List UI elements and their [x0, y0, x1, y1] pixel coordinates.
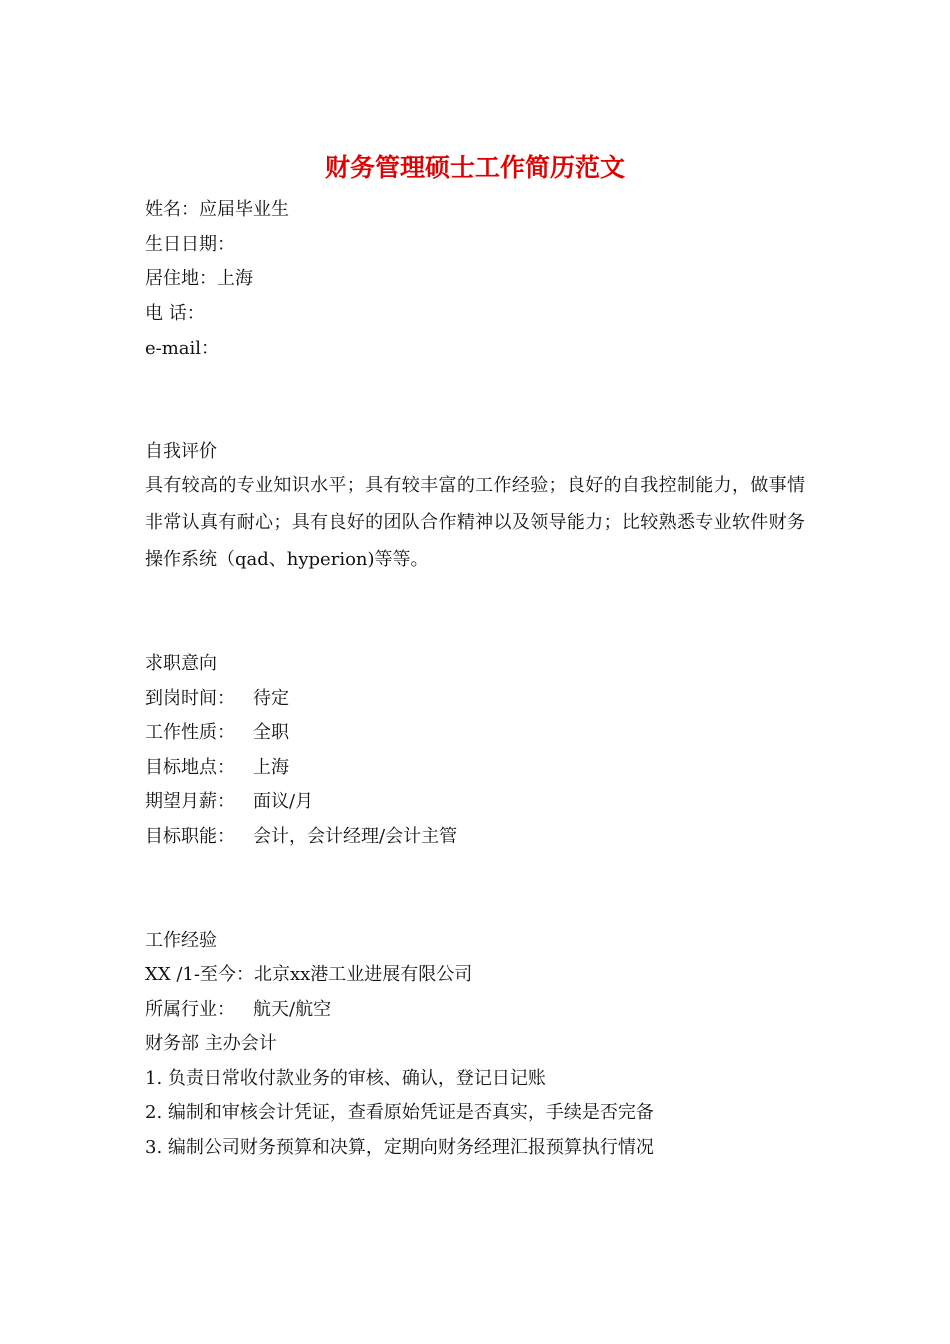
document-title: 财务管理硕士工作简历范文 — [324, 153, 625, 182]
row-value: 面议/月 — [253, 791, 314, 812]
birthday-line: 生日日期： — [145, 234, 235, 255]
row-value: 待定 — [253, 688, 289, 709]
job-intention-row — [145, 755, 289, 781]
email-line: e-mail： — [145, 338, 220, 359]
self-evaluation-text: 具有较高的专业知识水平；具有较丰富的工作经验；良好的自我控制能力，做事情非常认真有耐心；具有良好的团队合作精神以及领导能力；比较熟悉专业软件财务操作系统（qad、hyperion)等等。 — [145, 475, 805, 570]
duty-item: 2. 编制和审核会计凭证，查看原始凭证是否真实，手续是否完备 — [145, 1102, 654, 1123]
duty-item: 1. 负责日常收付款业务的审核、确认，登记日记账 — [145, 1068, 546, 1089]
row-value: 上海 — [253, 757, 289, 778]
job-intention-row — [145, 686, 289, 712]
job-intention-row — [145, 720, 289, 746]
row-label: 目标职能： — [145, 826, 235, 847]
name-line: 姓名：应届毕业生 — [145, 199, 289, 220]
duty-item: 3. 编制公司财务预算和决算，定期向财务经理汇报预算执行情况 — [145, 1137, 654, 1158]
row-value: 会计，会计经理/会计主管 — [253, 826, 458, 847]
row-label: 到岗时间： — [145, 688, 235, 709]
row-value: 全职 — [253, 722, 289, 743]
job-intention-row — [145, 789, 313, 815]
row-label: 目标地点： — [145, 757, 235, 778]
residence-line: 居住地：上海 — [145, 268, 253, 289]
row-label: 工作性质： — [145, 722, 235, 743]
self-evaluation-heading: 自我评价 — [145, 441, 217, 462]
industry-value: 航天/航空 — [253, 999, 332, 1020]
industry-label: 所属行业： — [145, 999, 235, 1020]
industry-line — [145, 997, 331, 1023]
department-position-line: 财务部 主办会计 — [145, 1033, 277, 1054]
job-intention-heading: 求职意向 — [145, 653, 217, 674]
period-company-line: XX /1-至今：北京xx港工业进展有限公司 — [145, 964, 473, 985]
row-label: 期望月薪： — [145, 791, 235, 812]
work-experience-heading: 工作经验 — [145, 930, 217, 951]
job-intention-row — [145, 824, 457, 850]
phone-line: 电 话： — [145, 303, 205, 324]
